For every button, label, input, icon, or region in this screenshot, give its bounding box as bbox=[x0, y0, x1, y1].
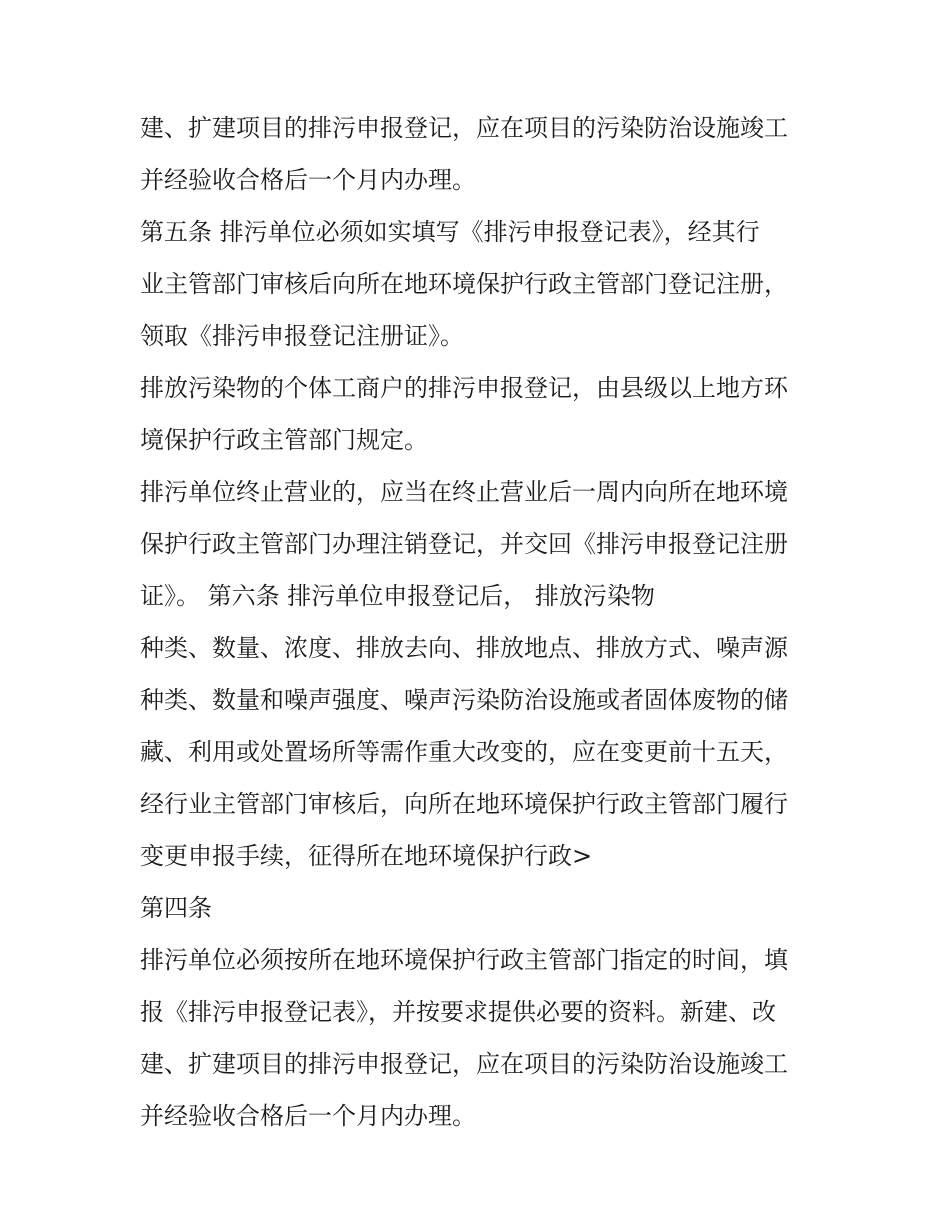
text-line: 证》。 第六条 排污单位申报登记后， 排放污染物 bbox=[140, 582, 655, 610]
text-line: 第五条 排污单位必须如实填写《排污申报登记表》，经其行 bbox=[140, 218, 760, 246]
text-line: 种类、数量和噪声强度、噪声污染防治设施或者固体废物的储 bbox=[140, 686, 788, 714]
text-line: 种类、数量、浓度、排放去向、排放地点、排放方式、噪声源 bbox=[140, 634, 788, 662]
text-line: 保护行政主管部门办理注销登记，并交回《排污申报登记注册 bbox=[140, 530, 788, 558]
text-line: 排放污染物的个体工商户的排污申报登记，由县级以上地方环 bbox=[140, 374, 788, 402]
text-line: 变更申报手续，征得所在地环境保护行政> bbox=[140, 842, 593, 870]
text-line: 境保护行政主管部门规定。 bbox=[140, 426, 428, 454]
section-heading: 第四条 bbox=[140, 894, 212, 922]
text-line: 并经验收合格后一个月内办理。 bbox=[140, 1102, 476, 1130]
text-line: 经行业主管部门审核后，向所在地环境保护行政主管部门履行 bbox=[140, 790, 788, 818]
text-line: 排污单位终止营业的，应当在终止营业后一周内向所在地环境 bbox=[140, 478, 788, 506]
text-line: 藏、利用或处置场所等需作重大改变的，应在变更前十五天， bbox=[140, 738, 788, 766]
text-line: 报《排污申报登记表》，并按要求提供必要的资料。新建、改 bbox=[140, 998, 776, 1026]
text-line: 建、扩建项目的排污申报登记，应在项目的污染防治设施竣工 bbox=[140, 114, 788, 142]
document-body bbox=[140, 102, 830, 1142]
text-line: 并经验收合格后一个月内办理。 bbox=[140, 166, 476, 194]
text-line: 建、扩建项目的排污申报登记，应在项目的污染防治设施竣工 bbox=[140, 1050, 788, 1078]
text-line: 排污单位必须按所在地环境保护行政主管部门指定的时间，填 bbox=[140, 946, 788, 974]
text-line: 领取《排污申报登记注册证》。 bbox=[140, 322, 464, 350]
text-line: 业主管部门审核后向所在地环境保护行政主管部门登记注册， bbox=[140, 270, 788, 298]
